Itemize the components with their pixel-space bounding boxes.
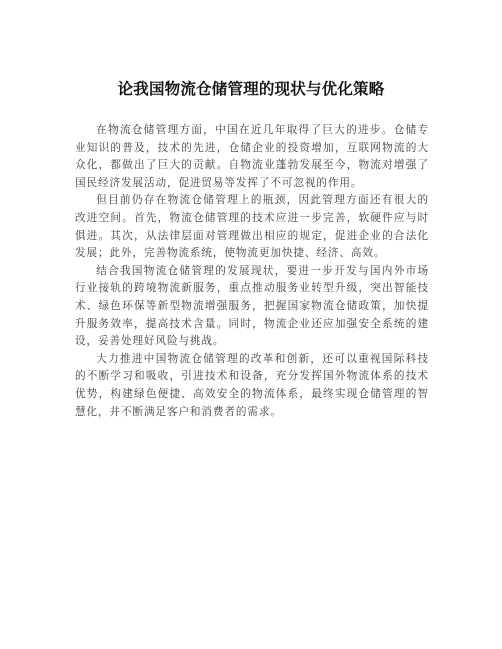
document-title: 论我国物流仓储管理的现状与优化策略 <box>117 80 385 98</box>
paragraph: 在物流仓储管理方面，中国在近几年取得了巨大的进步。仓储专业知识的普及，技术的先进，仓储企业的投资增加，互联网物流的大众化，都做出了巨大的贡献。自物流业蓬勃发展至今，物流对增强了国民经济发展活动，促进贸易等发挥了不可忽视的作用。 <box>75 124 429 189</box>
paragraph: 结合我国物流仓储管理的发展现状，要进一步开发与国内外市场行业接轨的跨境物流新服务，重点推动服务业转型升级，突出智能技术、绿色环保等新型物流增强服务，把握国家物流仓储政策，加快提升服务效率，提高技术含量。同时，物流企业还应加强安全系统的建设，妥善处理好风险与挑战。 <box>75 264 429 348</box>
paragraph: 大力推进中国物流仓储管理的改革和创新，还可以重视国际科技的不断学习和吸收，引进技术和设备，充分发挥国外物流体系的技术优势，构建绿色便捷、高效安全的物流体系，最终实现仓储管理的智慧化，并不断满足客户和消费者的需求。 <box>75 352 429 418</box>
document-body <box>75 122 429 421</box>
paragraph: 但目前仍存在物流仓储管理上的瓶颈，因此管理方面还有很大的改进空间。首先，物流仓储管理的技术应进一步完善，软硬件应与时俱进。其次，从法律层面对管理做出相应的规定，促进企业的合法化发展；此外，完善物流系统，使物流更加快捷、经济、高效。 <box>75 194 429 260</box>
